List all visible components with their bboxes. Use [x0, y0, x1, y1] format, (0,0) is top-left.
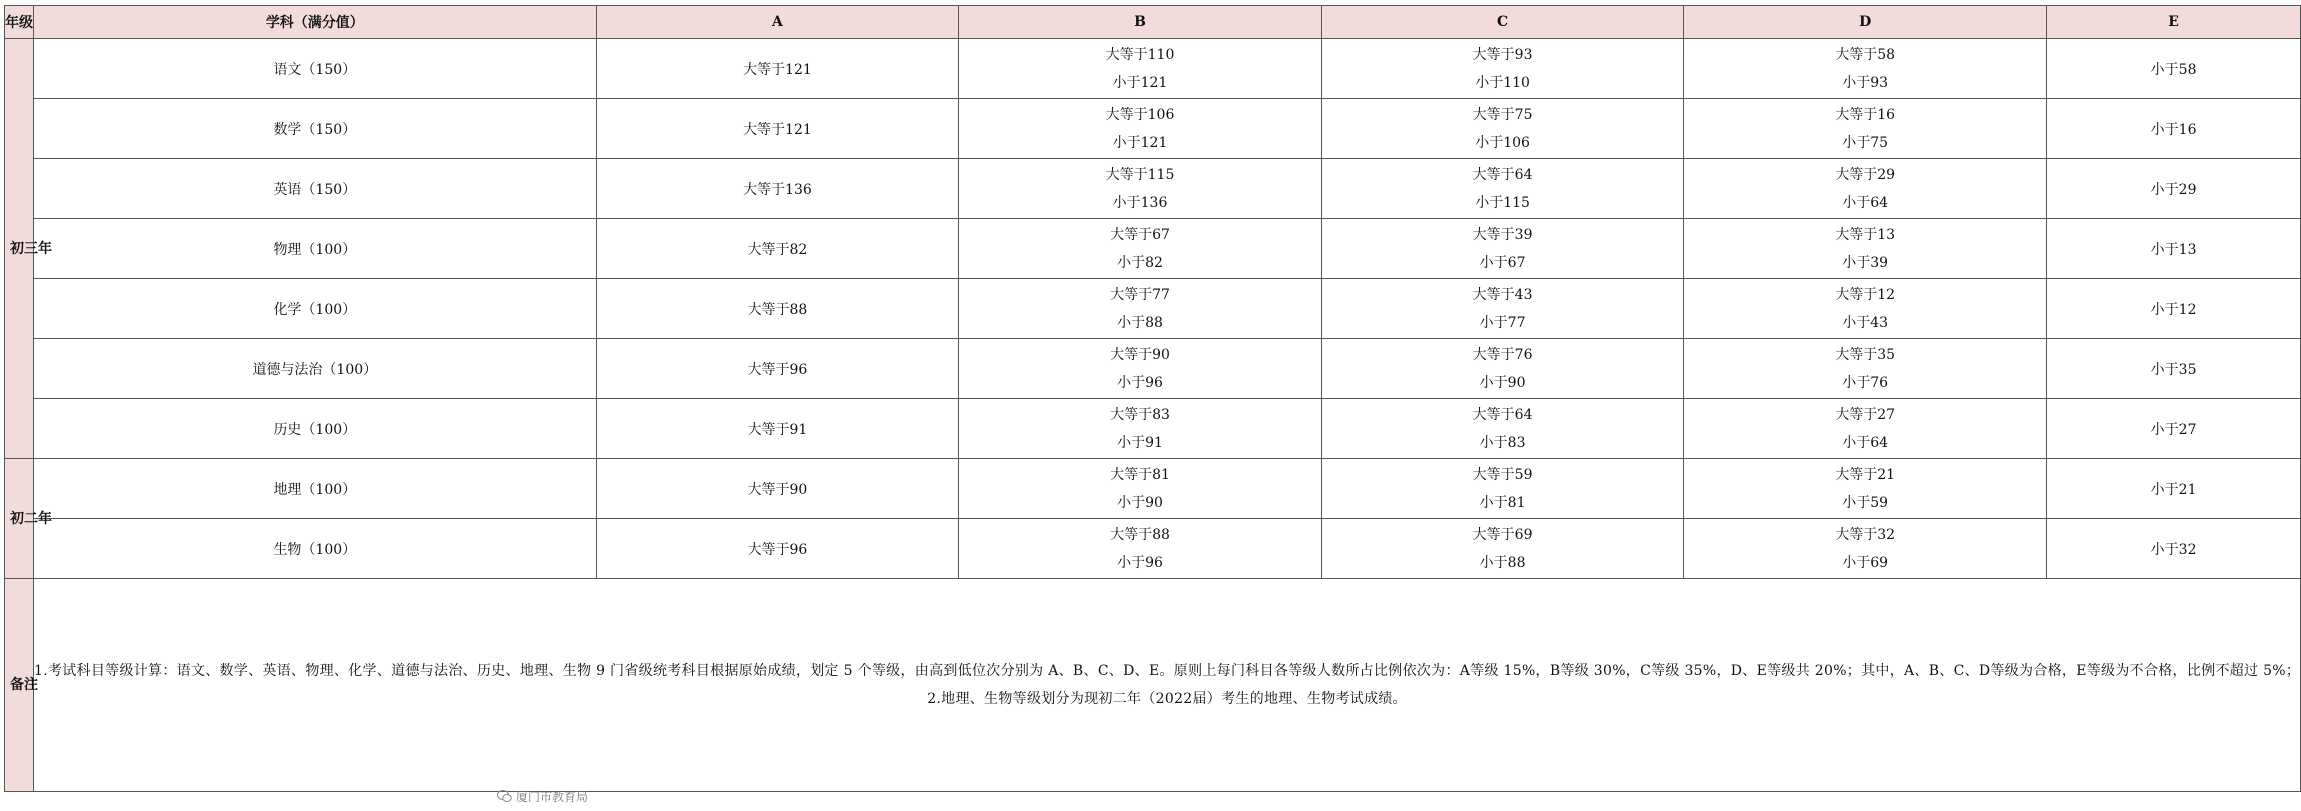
grade-c-cell-line-1: 大等于59	[1472, 466, 1533, 483]
grade-e-cell: 小于16	[2046, 99, 2300, 159]
grade-a-cell: 大等于96	[596, 519, 959, 579]
grade-d-cell-line-2: 小于75	[1842, 134, 1889, 151]
subject-cell: 道德与法治（100）	[34, 339, 597, 399]
subject-cell: 历史（100）	[34, 399, 597, 459]
grade-c-cell-line-2: 小于115	[1475, 194, 1530, 211]
watermark	[497, 788, 588, 805]
grade-c-cell	[1321, 519, 1684, 579]
header-e: E	[2046, 6, 2300, 39]
grade-b-cell-line-2: 小于121	[1112, 74, 1168, 91]
grade-b-cell-line-2: 小于121	[1112, 134, 1168, 151]
grade-b-cell-line-2: 小于90	[1117, 494, 1163, 511]
grade-e-cell: 小于13	[2046, 219, 2300, 279]
grade-b-cell-line-2: 小于88	[1117, 314, 1163, 331]
header-subject: 学科（满分值）	[34, 6, 597, 39]
grade-d-cell	[1684, 219, 2047, 279]
grade-b-cell-line-2: 小于82	[1117, 254, 1163, 271]
grade-c-cell-line-1: 大等于76	[1472, 346, 1533, 363]
grade-b-cell	[959, 279, 1322, 339]
grade-b-cell	[959, 339, 1322, 399]
grade-d-cell-line-1: 大等于21	[1835, 466, 1896, 483]
header-grade: 年级	[5, 6, 34, 39]
grade-e-cell: 小于35	[2046, 339, 2300, 399]
grade-c-cell	[1321, 399, 1684, 459]
grade-d-cell-line-2: 小于64	[1842, 434, 1889, 451]
header-b: B	[959, 6, 1322, 39]
grade-d-cell-line-1: 大等于35	[1835, 346, 1896, 363]
table-row	[5, 459, 2301, 519]
grade-b-cell-line-1: 大等于67	[1110, 226, 1170, 243]
grade-a-cell: 大等于121	[596, 99, 959, 159]
grade-d-cell-line-2: 小于59	[1842, 494, 1889, 511]
notes-content	[34, 579, 2301, 792]
grade-d-cell-line-1: 大等于13	[1835, 226, 1896, 243]
grade-d-cell-line-2: 小于93	[1842, 74, 1889, 91]
grade-c-cell	[1321, 99, 1684, 159]
header-row	[5, 6, 2301, 39]
grade-c-cell-line-2: 小于77	[1479, 314, 1526, 331]
header-d: D	[1684, 6, 2047, 39]
grade-c-cell	[1321, 39, 1684, 99]
notes-row	[5, 579, 2301, 792]
grade-b-cell	[959, 459, 1322, 519]
grade-d-cell	[1684, 459, 2047, 519]
grade-d-cell-line-1: 大等于27	[1835, 406, 1896, 423]
grade-d-cell	[1684, 99, 2047, 159]
grade-d-cell-line-1: 大等于16	[1835, 106, 1896, 123]
table-row	[5, 519, 2301, 579]
grade-c-cell-line-2: 小于81	[1479, 494, 1526, 511]
grade-c-cell-line-1: 大等于43	[1472, 286, 1533, 303]
grade-c-cell-line-1: 大等于64	[1472, 406, 1533, 423]
grade-b-cell-line-1: 大等于83	[1110, 406, 1170, 423]
notes-label: 备注	[5, 579, 34, 792]
table-row	[5, 99, 2301, 159]
grade-c-cell	[1321, 219, 1684, 279]
grade-b-cell-line-2: 小于91	[1117, 434, 1163, 451]
grade-a-cell: 大等于121	[596, 39, 959, 99]
notes-line-2: 2.地理、生物等级划分为现初二年（2022届）考生的地理、生物考试成绩。	[927, 691, 1407, 707]
grade-b-cell-line-2: 小于136	[1112, 194, 1168, 211]
table-row	[5, 339, 2301, 399]
grade-e-cell: 小于29	[2046, 159, 2300, 219]
grade-c-cell-line-2: 小于110	[1475, 74, 1530, 91]
grade-a-cell: 大等于82	[596, 219, 959, 279]
grade-b-cell-line-1: 大等于110	[1105, 46, 1175, 63]
grade-e-cell: 小于12	[2046, 279, 2300, 339]
grade-label: 初二年	[5, 459, 34, 579]
grade-d-cell-line-2: 小于64	[1842, 194, 1889, 211]
grade-c-cell-line-2: 小于106	[1475, 134, 1530, 151]
subject-cell: 数学（150）	[34, 99, 597, 159]
grade-c-cell-line-2: 小于67	[1479, 254, 1526, 271]
grade-d-cell-line-1: 大等于29	[1835, 166, 1896, 183]
grade-b-cell-line-2: 小于96	[1117, 554, 1163, 571]
grade-c-cell	[1321, 459, 1684, 519]
grade-c-cell-line-1: 大等于69	[1472, 526, 1533, 543]
grade-b-cell-line-1: 大等于77	[1110, 286, 1170, 303]
subject-cell: 地理（100）	[34, 459, 597, 519]
grade-b-cell-line-1: 大等于90	[1110, 346, 1170, 363]
header-a: A	[596, 6, 959, 39]
grade-a-cell: 大等于88	[596, 279, 959, 339]
subject-cell: 英语（150）	[34, 159, 597, 219]
grade-c-cell	[1321, 159, 1684, 219]
grade-d-cell	[1684, 399, 2047, 459]
grade-d-cell-line-1: 大等于32	[1835, 526, 1896, 543]
grade-c-cell-line-2: 小于83	[1479, 434, 1526, 451]
grade-d-cell-line-1: 大等于58	[1835, 46, 1896, 63]
grade-b-cell	[959, 39, 1322, 99]
grade-d-cell-line-2: 小于69	[1842, 554, 1889, 571]
grade-d-cell-line-1: 大等于12	[1835, 286, 1896, 303]
grade-b-cell-line-1: 大等于88	[1110, 526, 1170, 543]
table-row	[5, 219, 2301, 279]
subject-cell: 语文（150）	[34, 39, 597, 99]
grade-b-cell	[959, 399, 1322, 459]
grade-d-cell	[1684, 339, 2047, 399]
grade-d-cell	[1684, 39, 2047, 99]
grade-e-cell: 小于58	[2046, 39, 2300, 99]
subject-cell: 生物（100）	[34, 519, 597, 579]
grade-b-cell-line-1: 大等于106	[1105, 106, 1175, 123]
grade-a-cell: 大等于96	[596, 339, 959, 399]
grade-c-cell	[1321, 339, 1684, 399]
grade-e-cell: 小于21	[2046, 459, 2300, 519]
table-row	[5, 399, 2301, 459]
grade-c-cell-line-1: 大等于93	[1472, 46, 1533, 63]
grade-d-cell	[1684, 279, 2047, 339]
notes-line-1: 1.考试科目等级计算：语文、数学、英语、物理、化学、道德与法治、历史、地理、生物 9 门省级统考科目根据原始成绩，划定 5 个等级，由高到低位次分别为 A、B、C、D、E。原则上每门科目各等级人数所占比例依次为：A等级 15%，B等级 30%，C等级 35%，D、E等级共 20%；其中，A、B、C、D等级为合格，E等级为不合格，比例不超过 5%；	[34, 662, 2301, 679]
table-row	[5, 159, 2301, 219]
table-row	[5, 279, 2301, 339]
grade-c-cell-line-1: 大等于39	[1472, 226, 1533, 243]
grade-b-cell-line-1: 大等于81	[1110, 466, 1170, 483]
subject-cell: 物理（100）	[34, 219, 597, 279]
grade-d-cell	[1684, 159, 2047, 219]
grade-d-cell-line-2: 小于43	[1842, 314, 1889, 331]
grade-b-cell	[959, 99, 1322, 159]
grade-b-cell-line-1: 大等于115	[1105, 166, 1175, 183]
grade-c-cell-line-1: 大等于64	[1472, 166, 1533, 183]
table-row	[5, 39, 2301, 99]
grade-label: 初三年	[5, 39, 34, 459]
grade-c-cell-line-1: 大等于75	[1472, 106, 1533, 123]
grade-d-cell-line-2: 小于76	[1842, 374, 1889, 391]
grade-a-cell: 大等于136	[596, 159, 959, 219]
grade-b-cell	[959, 519, 1322, 579]
grade-c-cell-line-2: 小于90	[1479, 374, 1526, 391]
grade-e-cell: 小于32	[2046, 519, 2300, 579]
grade-c-cell-line-2: 小于88	[1479, 554, 1526, 571]
grade-d-cell-line-2: 小于39	[1842, 254, 1889, 271]
grade-table	[4, 5, 2301, 792]
table-body	[5, 39, 2301, 579]
grade-a-cell: 大等于90	[596, 459, 959, 519]
wechat-icon	[497, 790, 512, 803]
grade-b-cell	[959, 159, 1322, 219]
grade-a-cell: 大等于91	[596, 399, 959, 459]
subject-cell: 化学（100）	[34, 279, 597, 339]
watermark-text: 厦门市教育局	[515, 790, 588, 804]
header-c: C	[1321, 6, 1684, 39]
grade-b-cell-line-2: 小于96	[1117, 374, 1163, 391]
grade-d-cell	[1684, 519, 2047, 579]
grade-b-cell	[959, 219, 1322, 279]
grade-e-cell: 小于27	[2046, 399, 2300, 459]
grade-c-cell	[1321, 279, 1684, 339]
